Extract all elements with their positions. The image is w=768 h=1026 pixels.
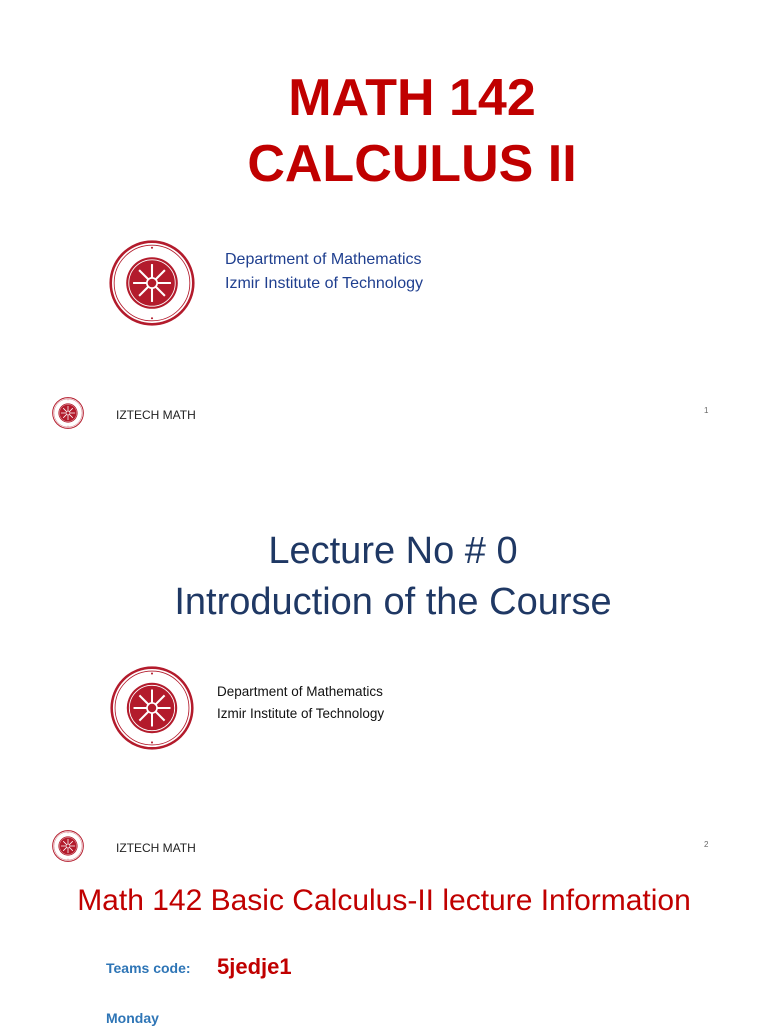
slide1-footer-label: IZTECH MATH xyxy=(116,408,196,422)
slide1-department: Department of Mathematics xyxy=(225,251,422,268)
slide2-footer-label: IZTECH MATH xyxy=(116,841,196,855)
slide2-institute: Izmir Institute of Technology xyxy=(217,706,385,721)
slide2-title-line2: Introduction of the Course xyxy=(174,581,612,623)
slide1-title-line2: CALCULUS II xyxy=(247,135,577,193)
slide2-page-number: 2 xyxy=(704,840,709,849)
slide1-page-number: 1 xyxy=(704,406,709,415)
footer-seal-icon xyxy=(52,830,84,862)
teams-code-label: Teams code: xyxy=(106,960,191,976)
slide2-department: Department of Mathematics xyxy=(217,684,383,699)
slide1-institute: Izmir Institute of Technology xyxy=(225,275,424,292)
day-label: Monday xyxy=(106,1010,159,1026)
slide3-title: Math 142 Basic Calculus-II lecture Information xyxy=(77,884,691,917)
slide2-title-line1: Lecture No # 0 xyxy=(268,530,518,572)
footer-seal-icon xyxy=(52,397,84,429)
teams-code-value: 5jedje1 xyxy=(217,954,292,979)
university-seal-icon xyxy=(110,666,194,750)
university-seal-icon xyxy=(109,240,195,326)
slide1-title-line1: MATH 142 xyxy=(288,69,536,127)
